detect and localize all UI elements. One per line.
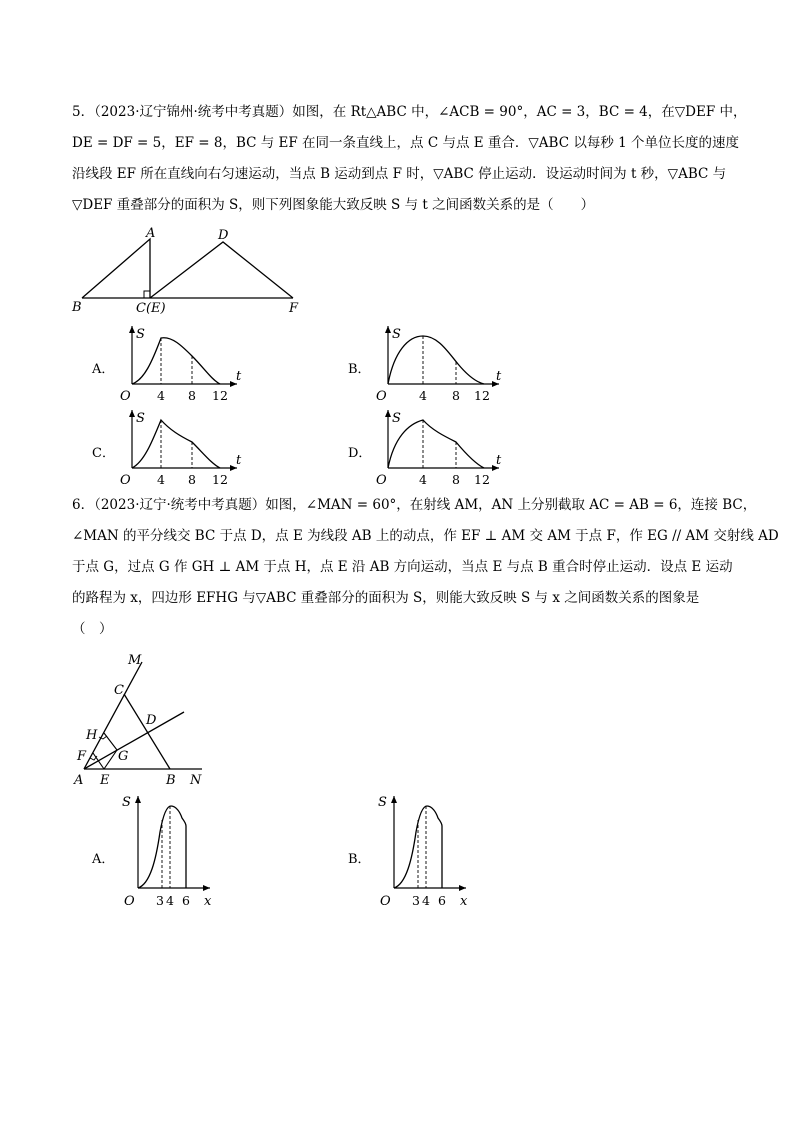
segment-eg (104, 750, 117, 769)
origin-label: O (376, 473, 387, 488)
q5-option-b-label: B． (348, 362, 371, 377)
y-axis-arrow (129, 410, 135, 417)
q5-option-c-label: C． (92, 446, 115, 461)
tick-3: 3 (156, 893, 164, 908)
curve (388, 420, 484, 468)
tick-4: 4 (157, 388, 165, 403)
q6-line-2: ∠MAN 的平分线交 BC 于点 D，点 E 为线段 AB 上的动点，作 EF ⊥ AM 交 AM 于点 F，作 EG // AM 交射线 AD (72, 528, 779, 544)
segment-bc (124, 694, 170, 769)
q6-option-b-label: B． (348, 852, 371, 867)
q5-label-b: B (72, 300, 82, 315)
curve (388, 336, 484, 384)
x-label: t (496, 453, 502, 468)
origin-label: O (120, 473, 131, 488)
q5-option-b-graph (368, 322, 508, 404)
x-label: x (204, 894, 212, 909)
origin-label: O (124, 894, 135, 909)
tick-4: 4 (419, 472, 427, 487)
y-axis-arrow (135, 796, 141, 803)
q6-option-a-label: A． (92, 852, 115, 867)
q6-label-d: D (146, 713, 157, 728)
q6-label-f: F (77, 749, 87, 764)
y-axis-arrow (129, 326, 135, 333)
y-label: S (378, 795, 387, 810)
curve (132, 338, 220, 384)
q5-triangle-def (150, 242, 293, 298)
tick-4: 4 (166, 893, 174, 908)
q6-label-a: A (74, 773, 84, 788)
x-label: t (236, 453, 242, 468)
q6-angle-figure (66, 650, 216, 790)
segment-gh (104, 733, 117, 750)
tick-12: 12 (474, 472, 490, 487)
q5-option-c-graph (112, 406, 252, 488)
segment-ef (93, 753, 104, 769)
q5-option-d-label: D． (348, 446, 372, 461)
q5-line-2: DE = DF = 5，EF = 8，BC 与 EF 在同一条直线上，点 C 与点 E 重合．▽ABC 以每秒 1 个单位长度的速度 (72, 135, 739, 151)
origin-label: O (120, 389, 131, 404)
tick-12: 12 (212, 388, 228, 403)
q5-line-4: ▽DEF 重叠部分的面积为 S，则下列图象能大致反映 S 与 t 之间函数关系的是（ ） (72, 197, 595, 213)
q6-label-g: G (118, 749, 129, 764)
q5-line-3: 沿线段 EF 所在直线向右匀速运动，当点 B 运动到点 F 时，▽ABC 停止运动．设运动时间为 t 秒，▽ABC 与 (72, 166, 727, 182)
tick-8: 8 (452, 388, 460, 403)
tick-4: 4 (157, 472, 165, 487)
q6-label-c: C (114, 683, 124, 698)
q5-label-f: F (289, 301, 299, 316)
q6-label-h: H (86, 728, 98, 743)
x-axis-arrow (459, 885, 466, 891)
x-label: t (496, 369, 502, 384)
y-label: S (392, 327, 401, 342)
q6-label-m: M (128, 653, 142, 668)
tick-4: 4 (419, 388, 427, 403)
tick-4: 4 (422, 893, 430, 908)
x-label: t (236, 369, 242, 384)
q6-line-5: （ ） (72, 621, 113, 637)
q5-triangle-abc (82, 239, 150, 298)
tick-8: 8 (188, 388, 196, 403)
q5-line-1: 5．（2023·辽宁锦州·统考中考真题）如图，在 Rt△ABC 中，∠ACB = 90°，AC = 3，BC = 4，在▽DEF 中， (72, 104, 747, 120)
origin-label: O (376, 389, 387, 404)
q5-option-a-label: A． (92, 362, 115, 377)
q5-label-ce: C(E) (136, 301, 166, 316)
q6-line-3: 于点 G，过点 G 作 GH ⊥ AM 于点 H，点 E 沿 AB 方向运动，当点 E 与点 B 重合时停止运动．设点 E 运动 (72, 559, 733, 575)
y-label: S (122, 795, 131, 810)
q6-line-4: 的路程为 x，四边形 EFHG 与▽ABC 重叠部分的面积为 S，则能大致反映 S 与 x 之间函数关系的图象是 (72, 590, 700, 606)
q6-label-n: N (190, 773, 202, 788)
x-axis-arrow (203, 885, 210, 891)
curve (132, 420, 220, 468)
q5-option-d-graph (368, 406, 508, 488)
y-label: S (136, 411, 145, 426)
tick-12: 12 (212, 472, 228, 487)
y-label: S (392, 411, 401, 426)
q5-option-a-graph (112, 322, 252, 404)
q6-label-e: E (100, 773, 110, 788)
tick-12: 12 (474, 388, 490, 403)
q6-option-b-graph (368, 790, 478, 912)
tick-8: 8 (452, 472, 460, 487)
tick-6: 6 (182, 893, 190, 908)
y-axis-arrow (385, 326, 391, 333)
q5-label-d: D (218, 228, 229, 243)
q5-right-angle-mark (144, 291, 150, 298)
q6-option-a-graph (112, 790, 222, 912)
q6-label-b: B (166, 773, 176, 788)
y-label: S (136, 327, 145, 342)
tick-3: 3 (412, 893, 420, 908)
origin-label: O (380, 894, 391, 909)
tick-6: 6 (438, 893, 446, 908)
y-axis-arrow (385, 410, 391, 417)
tick-8: 8 (188, 472, 196, 487)
q5-triangle-figure (60, 225, 320, 320)
y-axis-arrow (391, 796, 397, 803)
q6-line-1: 6．（2023·辽宁·统考中考真题）如图，∠MAN = 60°，在射线 AM，AN 上分别截取 AC = AB = 6，连接 BC， (72, 497, 757, 513)
q5-label-a: A (146, 226, 156, 241)
x-label: x (460, 894, 468, 909)
